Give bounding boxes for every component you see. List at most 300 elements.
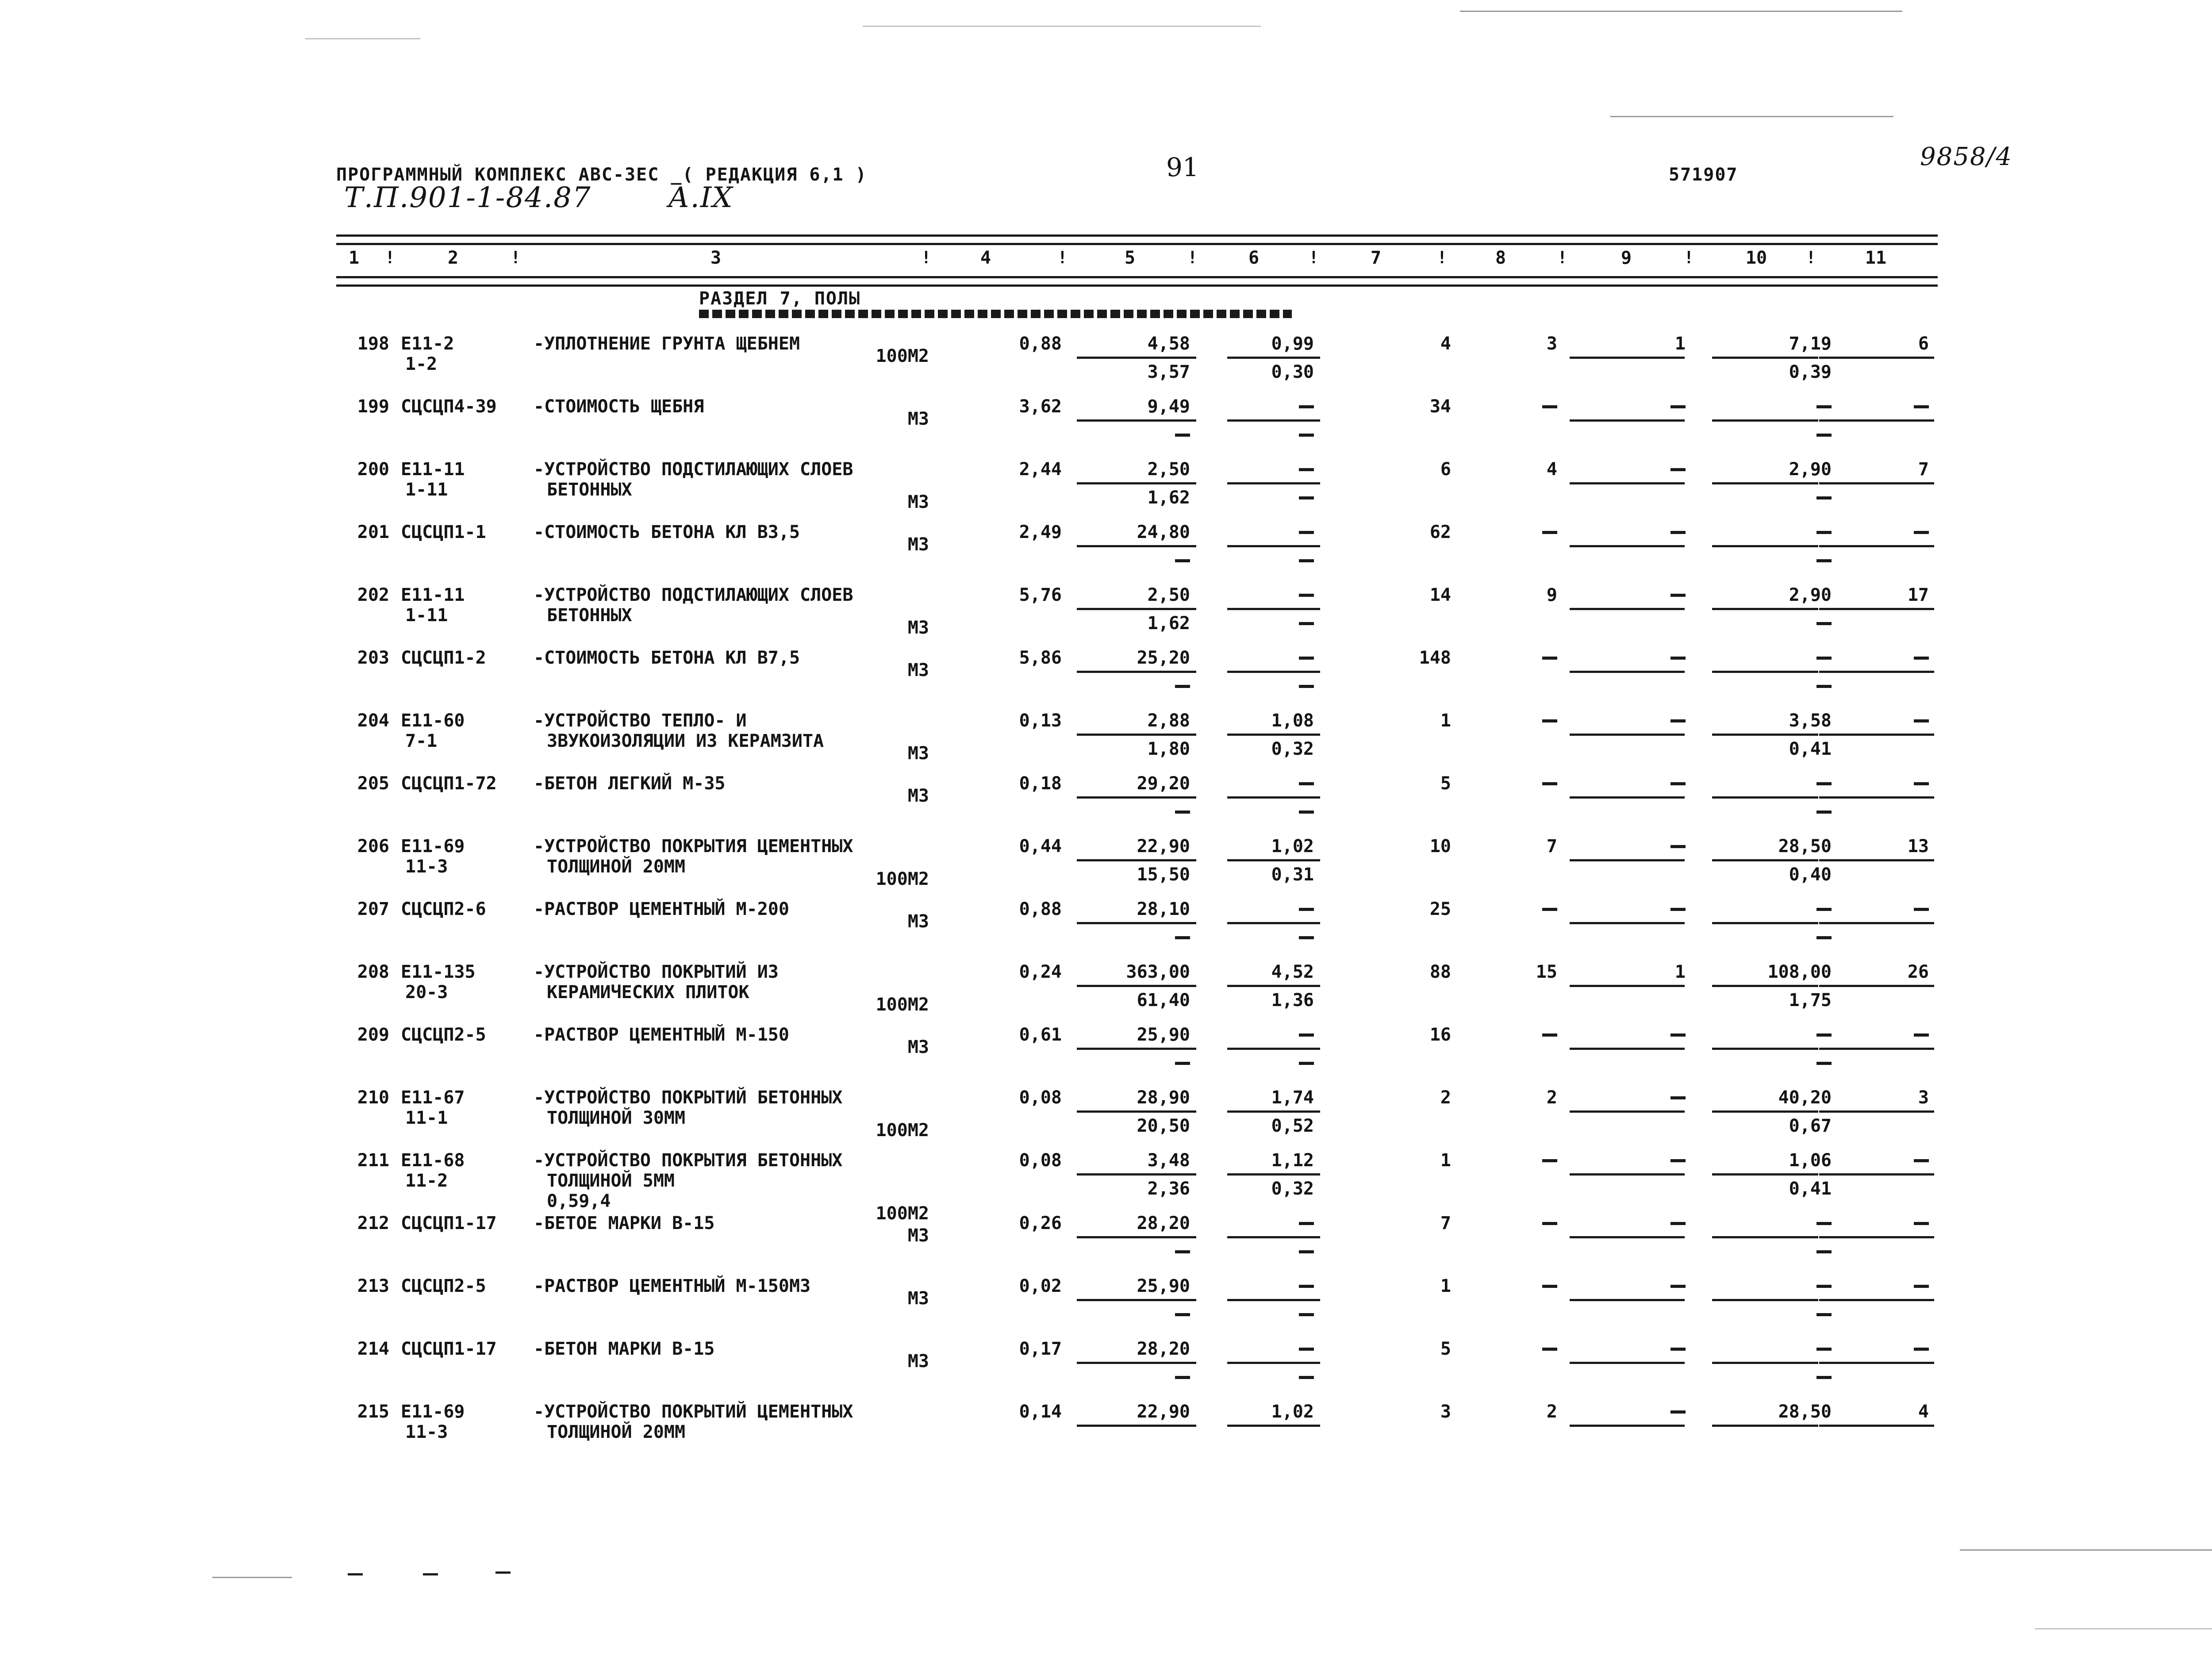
price-total: 24,80	[1137, 522, 1190, 542]
price-total: 363,00	[1126, 962, 1190, 982]
price-wage: 1,80	[1147, 739, 1190, 759]
column-separator: !	[511, 248, 521, 267]
total-cost: 3	[1440, 1402, 1451, 1422]
scan-artifact-line	[1460, 11, 1902, 12]
measure-unit: 100М2	[876, 995, 929, 1015]
work-code: 1-2	[405, 354, 438, 374]
cell-rule	[1712, 419, 1818, 422]
cell-rule	[1819, 419, 1934, 422]
work-description: БЕТОННЫХ	[547, 480, 632, 500]
cell-rule	[1077, 419, 1196, 422]
cell-rule	[1712, 734, 1818, 736]
labor-per-unit-dash	[1816, 405, 1832, 408]
price-total: 22,90	[1137, 1402, 1190, 1422]
cell-rule	[1227, 1299, 1320, 1301]
quantity: 0,08	[1019, 1150, 1062, 1171]
section-underline	[699, 310, 1292, 318]
cell-rule	[1712, 1362, 1818, 1364]
machine-total-dash	[1671, 594, 1686, 597]
column-number-8: 8	[1495, 248, 1506, 268]
measure-unit: М3	[907, 492, 929, 512]
wage-total-dash	[1542, 782, 1557, 785]
work-description: -УСТРОЙСТВО ПОКРЫТИЙ ИЗ	[534, 962, 779, 982]
cell-rule	[1570, 671, 1685, 673]
quantity: 0,88	[1019, 334, 1062, 354]
labor-per-unit: 28,50	[1778, 1402, 1832, 1422]
cell-rule	[1819, 1110, 1934, 1113]
scan-artifact-line	[305, 38, 420, 39]
wage-total-dash	[1542, 531, 1557, 534]
work-description: -БЕТОЕ МАРКИ В-15	[534, 1213, 715, 1233]
work-description: -УПЛОТНЕНИЕ ГРУНТА ЩЕБНЕМ	[534, 334, 800, 354]
wage-total-dash	[1542, 1348, 1557, 1351]
row-number: 200	[357, 459, 389, 480]
scan-artifact-line	[1960, 1549, 2212, 1551]
labor-machinist-dash	[1816, 1062, 1832, 1065]
cell-rule	[1570, 796, 1685, 799]
scan-artifact-dash	[423, 1573, 438, 1575]
total-cost: 5	[1440, 773, 1451, 794]
price-wage: 1,62	[1147, 488, 1190, 508]
labor-machinist: 0,39	[1789, 362, 1832, 382]
measure-unit: М3	[907, 1037, 929, 1057]
work-code: Е11-2	[401, 334, 454, 354]
wage-total: 2	[1546, 1402, 1557, 1422]
wage-total-dash	[1542, 1222, 1557, 1225]
wage-total-dash	[1542, 405, 1557, 408]
labor-total-dash	[1914, 782, 1929, 785]
measure-unit: М3	[907, 618, 929, 638]
machine-cost: 1,02	[1271, 836, 1314, 857]
machine-total-dash	[1671, 1348, 1686, 1351]
cell-rule	[1227, 608, 1320, 610]
scan-artifact-dash	[495, 1571, 511, 1574]
row-number: 211	[357, 1150, 389, 1171]
cell-rule	[1570, 545, 1685, 547]
machine-total-dash	[1671, 845, 1686, 848]
cell-rule	[1712, 922, 1818, 924]
row-number: 209	[357, 1025, 389, 1045]
row-number: 215	[357, 1402, 389, 1422]
labor-per-unit: 40,20	[1778, 1087, 1832, 1108]
labor-machinist-dash	[1816, 1313, 1832, 1316]
total-cost: 1	[1440, 1150, 1451, 1171]
machine-total: 1	[1674, 962, 1686, 982]
machine-wage-dash	[1299, 496, 1314, 499]
column-separator: !	[385, 248, 395, 267]
total-cost: 34	[1429, 396, 1451, 417]
machine-cost: 1,12	[1271, 1150, 1314, 1171]
cell-rule	[1570, 985, 1685, 987]
labor-machinist-dash	[1816, 936, 1832, 939]
cell-rule	[1077, 922, 1196, 924]
cell-rule	[1227, 671, 1320, 673]
cell-rule	[1819, 796, 1934, 799]
quantity: 2,44	[1019, 459, 1062, 480]
work-code: 11-3	[405, 857, 448, 877]
header-top-rule	[336, 234, 1938, 245]
machine-cost: 4,52	[1271, 962, 1314, 982]
cell-rule	[1819, 1236, 1934, 1238]
labor-per-unit: 3,58	[1789, 711, 1832, 731]
cell-rule	[1819, 545, 1934, 547]
cell-rule	[1227, 859, 1320, 861]
wage-total: 3	[1546, 334, 1557, 354]
total-cost: 16	[1429, 1025, 1451, 1045]
wage-total-dash	[1542, 1285, 1557, 1288]
cell-rule	[1227, 796, 1320, 799]
quantity: 0,14	[1019, 1402, 1062, 1422]
measure-unit: М3	[907, 1351, 929, 1372]
machine-cost-dash	[1299, 405, 1314, 408]
cell-rule	[1712, 608, 1818, 610]
quantity: 0,18	[1019, 773, 1062, 794]
cell-rule	[1819, 1173, 1934, 1176]
price-total: 9,49	[1147, 396, 1190, 417]
cell-rule	[1819, 608, 1934, 610]
work-description: ТОЛЩИНОЙ 30ММ	[547, 1108, 686, 1128]
labor-total-dash	[1914, 657, 1929, 660]
quantity: 0,61	[1019, 1025, 1062, 1045]
page-number: 91	[1166, 152, 1199, 182]
labor-machinist: 0,67	[1789, 1116, 1832, 1136]
cell-rule	[1077, 796, 1196, 799]
machine-cost-dash	[1299, 908, 1314, 911]
work-code: СЦСЦП1-17	[401, 1213, 497, 1233]
row-number: 201	[357, 522, 389, 542]
program-header: ПРОГРАММНЫЙ КОМПЛЕКС АВС-3ЕС _( РЕДАКЦИЯ 6,1 )	[336, 165, 867, 185]
machine-cost-dash	[1299, 1285, 1314, 1288]
column-separator: !	[1557, 248, 1567, 267]
cell-rule	[1712, 1299, 1818, 1301]
wage-total: 2	[1546, 1087, 1557, 1108]
row-number: 198	[357, 334, 389, 354]
row-number: 210	[357, 1087, 389, 1108]
machine-total-dash	[1671, 1096, 1686, 1099]
work-code: СЦСЦП2-6	[401, 899, 486, 919]
row-number: 208	[357, 962, 389, 982]
cell-rule	[1819, 1299, 1934, 1301]
cell-rule	[1077, 482, 1196, 484]
machine-total-dash	[1671, 908, 1686, 911]
wage-total-dash	[1542, 719, 1557, 722]
labor-per-unit: 2,90	[1789, 585, 1832, 605]
work-description: -УСТРОЙСТВО ТЕПЛО- И	[534, 711, 747, 731]
cell-rule	[1227, 1425, 1320, 1427]
labor-machinist-dash	[1816, 685, 1832, 688]
price-total: 2,88	[1147, 711, 1190, 731]
cell-rule	[1077, 545, 1196, 547]
cell-rule	[1712, 671, 1818, 673]
price-total: 28,20	[1137, 1213, 1190, 1233]
cell-rule	[1570, 1236, 1685, 1238]
cell-rule	[1570, 1425, 1685, 1427]
cell-rule	[1570, 608, 1685, 610]
total-cost: 2	[1440, 1087, 1451, 1108]
price-wage-dash	[1175, 1376, 1190, 1379]
machine-total: 1	[1674, 334, 1686, 354]
price-wage-dash	[1175, 1062, 1190, 1065]
cell-rule	[1712, 1425, 1818, 1427]
work-description: -СТОИМОСТЬ ЩЕБНЯ	[534, 396, 704, 417]
machine-cost: 1,02	[1271, 1402, 1314, 1422]
scan-artifact-line	[1610, 116, 1893, 117]
price-total: 4,58	[1147, 334, 1190, 354]
cell-rule	[1712, 859, 1818, 861]
machine-wage-dash	[1299, 936, 1314, 939]
wage-total: 15	[1536, 962, 1557, 982]
cell-rule	[1570, 859, 1685, 861]
machine-total-dash	[1671, 1222, 1686, 1225]
machine-total-dash	[1671, 782, 1686, 785]
work-code: СЦСЦП2-5	[401, 1276, 486, 1296]
cell-rule	[1570, 1299, 1685, 1301]
row-number: 213	[357, 1276, 389, 1296]
labor-total: 26	[1907, 962, 1929, 982]
column-separator: !	[1806, 248, 1816, 267]
machine-total-dash	[1671, 1159, 1686, 1162]
measure-unit: М3	[907, 1226, 929, 1246]
cell-rule	[1077, 1299, 1196, 1301]
machine-wage-dash	[1299, 622, 1314, 625]
cell-rule	[1077, 671, 1196, 673]
work-code: СЦСЦП1-2	[401, 648, 486, 668]
quantity: 0,13	[1019, 711, 1062, 731]
labor-machinist-dash	[1816, 1250, 1832, 1253]
cell-rule	[1819, 922, 1934, 924]
row-number: 203	[357, 648, 389, 668]
measure-unit: 100М2	[876, 346, 929, 366]
labor-total: 3	[1918, 1087, 1929, 1108]
labor-machinist-dash	[1816, 811, 1832, 814]
work-description: ТОЛЩИНОЙ 20ММ	[547, 1422, 686, 1442]
labor-per-unit-dash	[1816, 1348, 1832, 1351]
measure-unit: М3	[907, 786, 929, 806]
machine-total-dash	[1671, 531, 1686, 534]
cell-rule	[1077, 1110, 1196, 1113]
machine-total-dash	[1671, 1285, 1686, 1288]
price-total: 25,20	[1137, 648, 1190, 668]
measure-unit: М3	[907, 743, 929, 764]
cell-rule	[1819, 985, 1934, 987]
scan-artifact-line	[863, 26, 1261, 27]
total-cost: 1	[1440, 711, 1451, 731]
machine-cost: 0,99	[1271, 334, 1314, 354]
work-code: СЦСЦП2-5	[401, 1025, 486, 1045]
labor-machinist-dash	[1816, 559, 1832, 562]
scan-artifact-line	[2035, 1628, 2212, 1629]
price-total: 22,90	[1137, 836, 1190, 857]
cell-rule	[1227, 734, 1320, 736]
price-wage: 20,50	[1137, 1116, 1190, 1136]
work-code: СЦСЦП1-72	[401, 773, 497, 794]
total-cost: 5	[1440, 1339, 1451, 1359]
work-description: 0,59,4	[547, 1191, 611, 1211]
column-number-9: 9	[1621, 248, 1632, 268]
price-wage: 15,50	[1137, 864, 1190, 885]
wage-total: 9	[1546, 585, 1557, 605]
cell-rule	[1712, 482, 1818, 484]
column-number-1: 1	[348, 248, 360, 268]
cell-rule	[1227, 482, 1320, 484]
quantity: 0,08	[1019, 1087, 1062, 1108]
machine-total-dash	[1671, 657, 1686, 660]
price-wage-dash	[1175, 434, 1190, 437]
column-number-6: 6	[1248, 248, 1260, 268]
price-total: 29,20	[1137, 773, 1190, 794]
machine-cost-dash	[1299, 657, 1314, 660]
price-wage-dash	[1175, 1250, 1190, 1253]
price-total: 2,50	[1147, 459, 1190, 480]
cell-rule	[1227, 419, 1320, 422]
cell-rule	[1227, 545, 1320, 547]
work-code: 20-3	[405, 982, 448, 1003]
handwritten-sheet-number: 9858/4	[1920, 142, 2013, 171]
column-number-4: 4	[980, 248, 991, 268]
work-description: -УСТРОЙСТВО ПОКРЫТИЙ БЕТОННЫХ	[534, 1087, 843, 1108]
total-cost: 6	[1440, 459, 1451, 480]
cell-rule	[1819, 859, 1934, 861]
machine-cost-dash	[1299, 1348, 1314, 1351]
cell-rule	[1227, 1173, 1320, 1176]
cell-rule	[1570, 357, 1685, 359]
cell-rule	[1712, 357, 1818, 359]
cell-rule	[1819, 1425, 1934, 1427]
quantity: 5,86	[1019, 648, 1062, 668]
price-wage: 3,57	[1147, 362, 1190, 382]
cell-rule	[1227, 985, 1320, 987]
labor-total-dash	[1914, 908, 1929, 911]
work-description: -РАСТВОР ЦЕМЕНТНЫЙ М-150М3	[534, 1276, 811, 1296]
quantity: 0,44	[1019, 836, 1062, 857]
column-number-7: 7	[1370, 248, 1382, 268]
work-code: Е11-11	[401, 585, 465, 605]
price-wage: 61,40	[1137, 990, 1190, 1010]
section-title: РАЗДЕЛ 7, ПОЛЫ	[699, 288, 861, 309]
work-code: 11-2	[405, 1171, 448, 1191]
price-total: 3,48	[1147, 1150, 1190, 1171]
handwritten-project-number: Т.П.901-1-84.87	[344, 181, 591, 214]
price-wage-dash	[1175, 685, 1190, 688]
cell-rule	[1712, 1110, 1818, 1113]
quantity: 5,76	[1019, 585, 1062, 605]
document-code: 571907	[1669, 165, 1738, 185]
work-code: 11-1	[405, 1108, 448, 1128]
labor-total-dash	[1914, 1348, 1929, 1351]
total-cost: 4	[1440, 334, 1451, 354]
work-description: КЕРАМИЧЕСКИХ ПЛИТОК	[547, 982, 749, 1003]
work-description: -РАСТВОР ЦЕМЕНТНЫЙ М-150	[534, 1025, 789, 1045]
labor-machinist: 0,41	[1789, 739, 1832, 759]
work-description: -БЕТОН МАРКИ В-15	[534, 1339, 715, 1359]
machine-total-dash	[1671, 468, 1686, 471]
machine-wage-dash	[1299, 685, 1314, 688]
total-cost: 10	[1429, 836, 1451, 857]
work-code: СЦСЦП1-1	[401, 522, 486, 542]
column-number-10: 10	[1745, 248, 1767, 268]
labor-machinist-dash	[1816, 434, 1832, 437]
machine-wage: 0,32	[1271, 1179, 1314, 1199]
machine-cost-dash	[1299, 594, 1314, 597]
column-separator: !	[1057, 248, 1068, 267]
work-description: ЗВУКОИЗОЛЯЦИИ ИЗ КЕРАМЗИТА	[547, 731, 824, 751]
labor-machinist: 1,75	[1789, 990, 1832, 1010]
work-code: Е11-68	[401, 1150, 465, 1171]
cell-rule	[1570, 482, 1685, 484]
column-separator: !	[1684, 248, 1694, 267]
measure-unit: 100М2	[876, 869, 929, 889]
machine-wage: 0,30	[1271, 362, 1314, 382]
work-description: -РАСТВОР ЦЕМЕНТНЫЙ М-200	[534, 899, 789, 919]
cell-rule	[1077, 985, 1196, 987]
column-separator: !	[921, 248, 931, 267]
cell-rule	[1570, 1048, 1685, 1050]
labor-total-dash	[1914, 719, 1929, 722]
work-description: -УСТРОЙСТВО ПОКРЫТИЯ БЕТОННЫХ	[534, 1150, 843, 1171]
work-code: Е11-69	[401, 836, 465, 857]
total-cost: 148	[1419, 648, 1451, 668]
row-number: 199	[357, 396, 389, 417]
measure-unit: 100М2	[876, 1203, 929, 1224]
labor-total-dash	[1914, 1285, 1929, 1288]
cell-rule	[1570, 1173, 1685, 1176]
machine-cost: 1,08	[1271, 711, 1314, 731]
total-cost: 88	[1429, 962, 1451, 982]
work-description: -УСТРОЙСТВО ПОКРЫТИЙ ЦЕМЕНТНЫХ	[534, 1402, 853, 1422]
column-separator: !	[1309, 248, 1319, 267]
price-total: 28,90	[1137, 1087, 1190, 1108]
total-cost: 1	[1440, 1276, 1451, 1296]
measure-unit: М3	[907, 534, 929, 555]
column-separator: !	[1437, 248, 1447, 267]
quantity: 0,24	[1019, 962, 1062, 982]
machine-wage: 0,31	[1271, 864, 1314, 885]
labor-per-unit: 28,50	[1778, 836, 1832, 857]
work-code: Е11-11	[401, 459, 465, 480]
machine-cost-dash	[1299, 531, 1314, 534]
cell-rule	[1712, 796, 1818, 799]
machine-cost-dash	[1299, 1222, 1314, 1225]
price-wage: 1,62	[1147, 613, 1190, 634]
work-code: Е11-60	[401, 711, 465, 731]
machine-wage-dash	[1299, 1250, 1314, 1253]
cell-rule	[1077, 608, 1196, 610]
scan-artifact-dash	[348, 1573, 363, 1575]
work-code: 11-3	[405, 1422, 448, 1442]
price-total: 25,90	[1137, 1025, 1190, 1045]
machine-wage-dash	[1299, 559, 1314, 562]
handwritten-album-number: А.IX	[668, 181, 733, 214]
row-number: 205	[357, 773, 389, 794]
cell-rule	[1077, 1048, 1196, 1050]
wage-total-dash	[1542, 1033, 1557, 1037]
machine-total-dash	[1671, 1410, 1686, 1414]
column-number-5: 5	[1124, 248, 1136, 268]
labor-per-unit-dash	[1816, 531, 1832, 534]
price-total: 28,20	[1137, 1339, 1190, 1359]
total-cost: 7	[1440, 1213, 1451, 1233]
quantity: 0,88	[1019, 899, 1062, 919]
work-code: СЦСЦП1-17	[401, 1339, 497, 1359]
measure-unit: М3	[907, 660, 929, 680]
row-number: 212	[357, 1213, 389, 1233]
cell-rule	[1227, 1362, 1320, 1364]
cell-rule	[1712, 1173, 1818, 1176]
total-cost: 25	[1429, 899, 1451, 919]
total-cost: 14	[1429, 585, 1451, 605]
cell-rule	[1819, 482, 1934, 484]
labor-per-unit-dash	[1816, 1033, 1832, 1037]
